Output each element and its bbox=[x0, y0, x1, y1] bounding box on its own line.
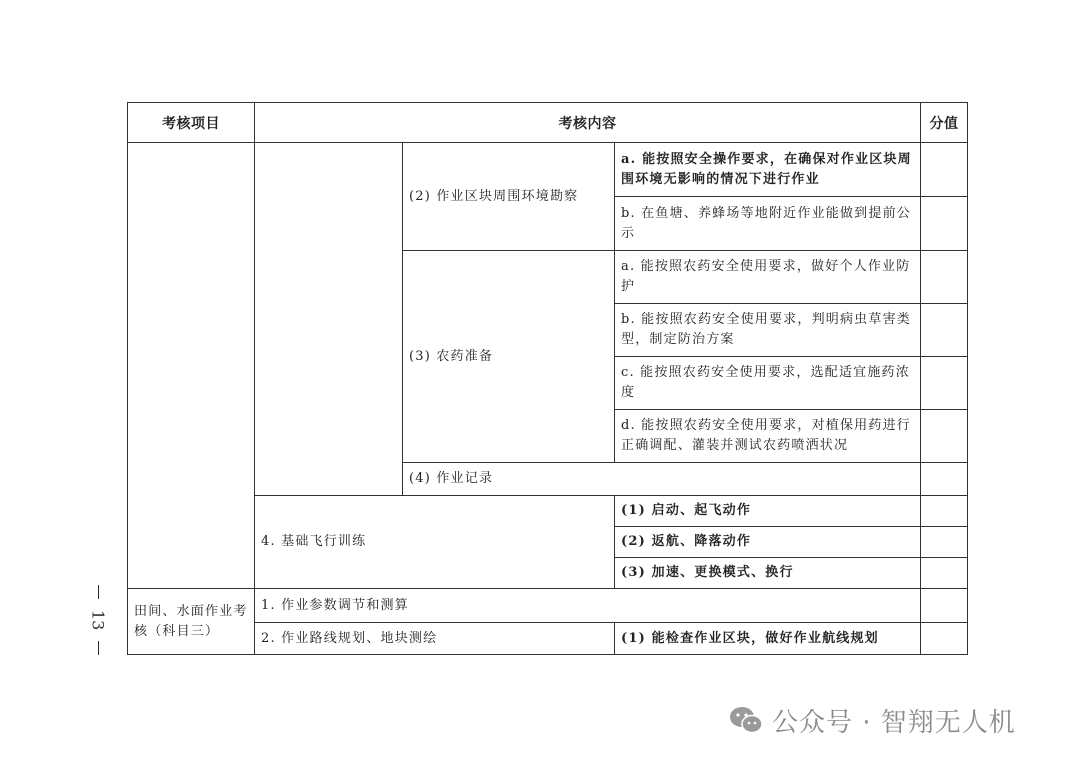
subject3-item-1: 1. 作业参数调节和测算 bbox=[255, 589, 921, 623]
score-cell bbox=[921, 589, 968, 623]
score-cell bbox=[921, 527, 968, 558]
subject3-label: 田间、水面作业考核（科目三） bbox=[128, 589, 255, 655]
score-cell bbox=[921, 357, 968, 410]
empty-item-cell bbox=[128, 143, 255, 589]
basic-flight-label: 4. 基础飞行训练 bbox=[255, 496, 615, 589]
subject3-item-2: 2. 作业路线规划、地块测绘 bbox=[255, 623, 615, 655]
header-item: 考核项目 bbox=[128, 103, 255, 143]
watermark-text: 公众号 · 智翔无人机 bbox=[772, 707, 1016, 738]
pesticide-prep-a: a. 能按照农药安全使用要求，做好个人作业防护 bbox=[615, 251, 921, 304]
table-header-row bbox=[128, 103, 968, 143]
page-number-dash-bottom bbox=[98, 641, 99, 655]
pesticide-prep-label: (3) 农药准备 bbox=[403, 251, 615, 463]
empty-sub-cell bbox=[255, 143, 403, 496]
flight-item-1: (1) 启动、起飞动作 bbox=[615, 496, 921, 527]
header-content: 考核内容 bbox=[255, 103, 921, 143]
watermark bbox=[728, 700, 1016, 740]
subject3-item-2-1: (1) 能检查作业区块，做好作业航线规划 bbox=[615, 623, 921, 655]
pesticide-prep-d: d. 能按照农药安全使用要求，对植保用药进行正确调配、灌装并测试农药喷洒状况 bbox=[615, 410, 921, 463]
score-cell bbox=[921, 304, 968, 357]
score-cell bbox=[921, 496, 968, 527]
flight-item-3: (3) 加速、更换模式、换行 bbox=[615, 558, 921, 589]
env-survey-a: a. 能按照安全操作要求，在确保对作业区块周围环境无影响的情况下进行作业 bbox=[615, 143, 921, 197]
flight-item-2: (2) 返航、降落动作 bbox=[615, 527, 921, 558]
table-row bbox=[128, 589, 968, 623]
score-cell bbox=[921, 558, 968, 589]
score-cell bbox=[921, 251, 968, 304]
table-row bbox=[128, 143, 968, 197]
work-record-label: (4) 作业记录 bbox=[403, 463, 921, 496]
score-cell bbox=[921, 623, 968, 655]
page-number-dash-top bbox=[98, 585, 99, 599]
score-cell bbox=[921, 197, 968, 251]
page-number bbox=[83, 585, 113, 655]
pesticide-prep-c: c. 能按照农药安全使用要求，选配适宜施药浓度 bbox=[615, 357, 921, 410]
wechat-logo-icon bbox=[728, 705, 764, 735]
assessment-table bbox=[127, 102, 968, 655]
score-cell bbox=[921, 143, 968, 197]
header-score: 分值 bbox=[921, 103, 968, 143]
score-cell bbox=[921, 410, 968, 463]
score-cell bbox=[921, 463, 968, 496]
env-survey-b: b. 在鱼塘、养蜂场等地附近作业能做到提前公示 bbox=[615, 197, 921, 251]
pesticide-prep-b: b. 能按照农药安全使用要求，判明病虫草害类型，制定防治方案 bbox=[615, 304, 921, 357]
page-number-text: 13 bbox=[88, 609, 108, 631]
env-survey-label: (2) 作业区块周围环境勘察 bbox=[403, 143, 615, 251]
